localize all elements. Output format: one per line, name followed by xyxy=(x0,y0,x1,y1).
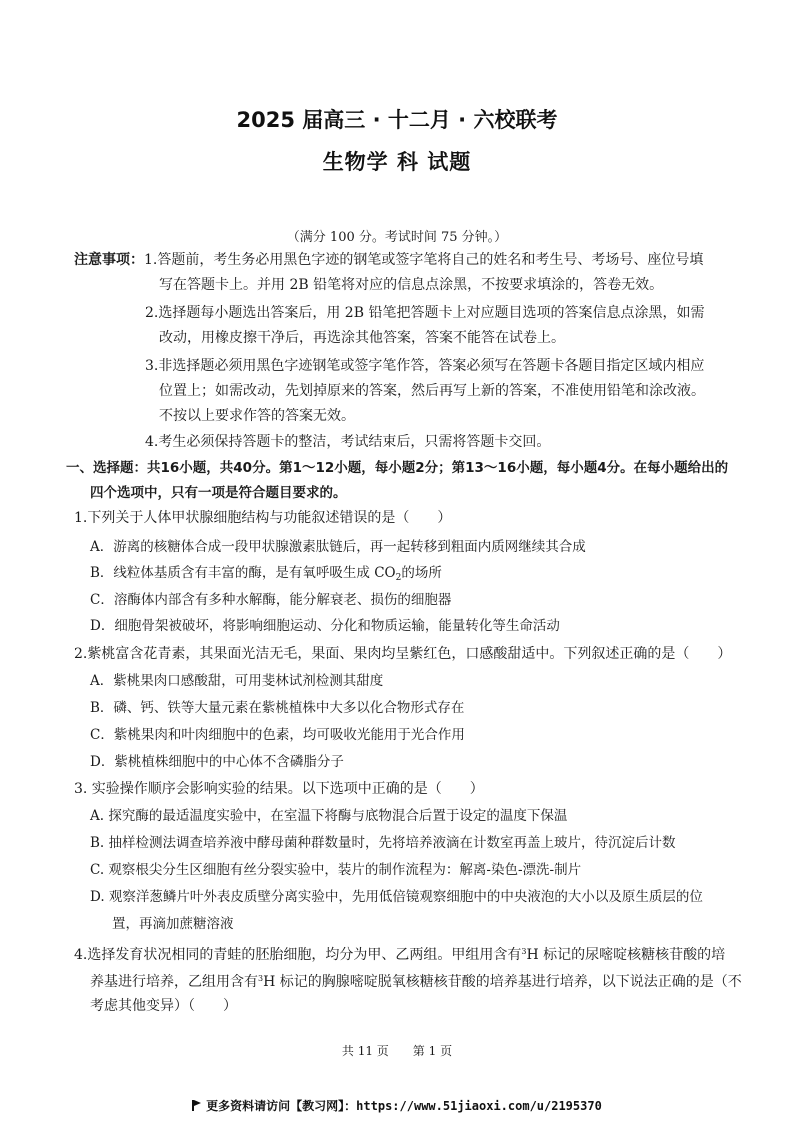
page-number: 共 11 页 第 1 页 xyxy=(341,1044,453,1058)
question-2-option-c: C．紫桃果肉和叶肉细胞中的色素，均可吸收光能用于光合作用 xyxy=(90,727,465,743)
question-4-stem-line-2: 养基进行培养，乙组用含有$^3$H 标记的胸腺嘧啶脱氧核糖核苷酸的培养基进行培养，以下说法正确的是（不 xyxy=(90,974,742,990)
question-2-stem: 2.紫桃富含花青素，其果面光洁无毛，果面、果肉均呈紫红色，口感酸甜适中。下列叙述正确的是（ ） xyxy=(74,646,732,662)
question-1-option-a: A．游离的核糖体合成一段甲状腺激素肽链后，再一起转移到粗面内质网继续其合成 xyxy=(90,539,586,555)
question-3-stem: 3. 实验操作顺序会影响实验的结果。以下选项中正确的是（ ） xyxy=(74,781,484,797)
exam-title: 2025 届高三 · 十二月 · 六校联考 xyxy=(236,108,558,132)
flag-icon xyxy=(192,1100,202,1111)
question-2-option-b: B．磷、钙、铁等大量元素在紫桃植株中大多以化合物形式存在 xyxy=(90,700,465,716)
question-3-option-a: A. 探究酶的最适温度实验中，在室温下将酶与底物混合后置于设定的温度下保温 xyxy=(90,808,568,824)
notice-line-2: 写在答题卡上。并用 2B 铅笔将对应的信息点涂黑，不按要求填涂的，答卷无效。 xyxy=(159,277,664,293)
question-1-stem: 1.下列关于人体甲状腺细胞结构与功能叙述错误的是（ ） xyxy=(74,510,452,526)
notice-line-4: 改动，用橡皮擦干净后，再选涂其他答案，答案不能答在试卷上。 xyxy=(159,330,565,346)
section-heading-1: 一、选择题：共16小题，共40分。第1～12小题，每小题2分；第13～16小题，每小题4分。在每小题给出的 xyxy=(66,460,729,476)
notice-line-7: 不按以上要求作答的答案无效。 xyxy=(159,408,355,424)
notice-line-3: 2.选择题每小题选出答案后，用 2B 铅笔把答题卡上对应题目选项的答案信息点涂黑，如需 xyxy=(145,305,705,321)
notice-line-6: 位置上；如需改动，先划掉原来的答案，然后再写上新的答案，不准使用铅笔和涂改液。 xyxy=(159,383,705,399)
question-3-option-d-cont: 置，再滴加蔗糖溶液 xyxy=(112,916,234,932)
question-3-option-b: B. 抽样检测法调查培养液中酵母菌种群数量时，先将培养液滴在计数室再盖上玻片，待沉淀后计数 xyxy=(90,835,676,851)
exam-subject: 生物学 科 试题 xyxy=(322,150,472,174)
question-3-option-c: C. 观察根尖分生区细胞有丝分裂实验中，装片的制作流程为：解离-染色-漂洗-制片 xyxy=(90,862,582,878)
question-1-option-c: C．溶酶体内部含有多种水解酶，能分解衰老、损伤的细胞器 xyxy=(90,592,452,608)
notice-label: 注意事项： xyxy=(74,252,144,268)
exam-meta: （满分 100 分。考试时间 75 分钟。） xyxy=(286,230,508,245)
question-2-option-d: D．紫桃植株细胞中的中心体不含磷脂分子 xyxy=(90,754,344,770)
question-4-stem-line-1: 4.选择发育状况相同的青蛙的胚胎细胞，均分为甲、乙两组。甲组用含有$^3$H 标记的尿嘧啶核糖核苷酸的培 xyxy=(74,947,726,963)
question-1-option-d: D．细胞骨架被破坏，将影响细胞运动、分化和物质运输，能量转化等生命活动 xyxy=(90,618,560,634)
promo-link[interactable]: 更多资料请访问【教习网】：https://www.51jiaoxi.com/u/2195370 xyxy=(0,1097,794,1114)
question-3-option-d: D. 观察洋葱鳞片叶外表皮质壁分离实验中，先用低倍镜观察细胞中的中央液泡的大小以及原生质层的位 xyxy=(90,889,703,905)
section-heading-2: 四个选项中，只有一项是符合题目要求的。 xyxy=(90,485,347,501)
notice-line-1: 注意事项：1.答题前，考生务必用黑色字迹的钢笔或签字笔将自己的姓名和考生号、考场号、座位号填 xyxy=(74,252,704,268)
notice-line-8: 4.考生必须保持答题卡的整洁，考试结束后，只需将答题卡交回。 xyxy=(145,434,551,450)
notice-line-5: 3.非选择题必须用黑色字迹钢笔或签字笔作答，答案必须写在答题卡各题目指定区域内相应 xyxy=(145,358,705,374)
question-1-option-b: B．线粒体基质含有丰富的酶，是有氧呼吸生成 $CO_2$的场所 xyxy=(90,565,442,583)
question-4-stem-line-3: 考虑其他变异）（ ） xyxy=(90,998,237,1014)
question-2-option-a: A．紫桃果肉口感酸甜，可用斐林试剂检测其甜度 xyxy=(90,673,384,689)
